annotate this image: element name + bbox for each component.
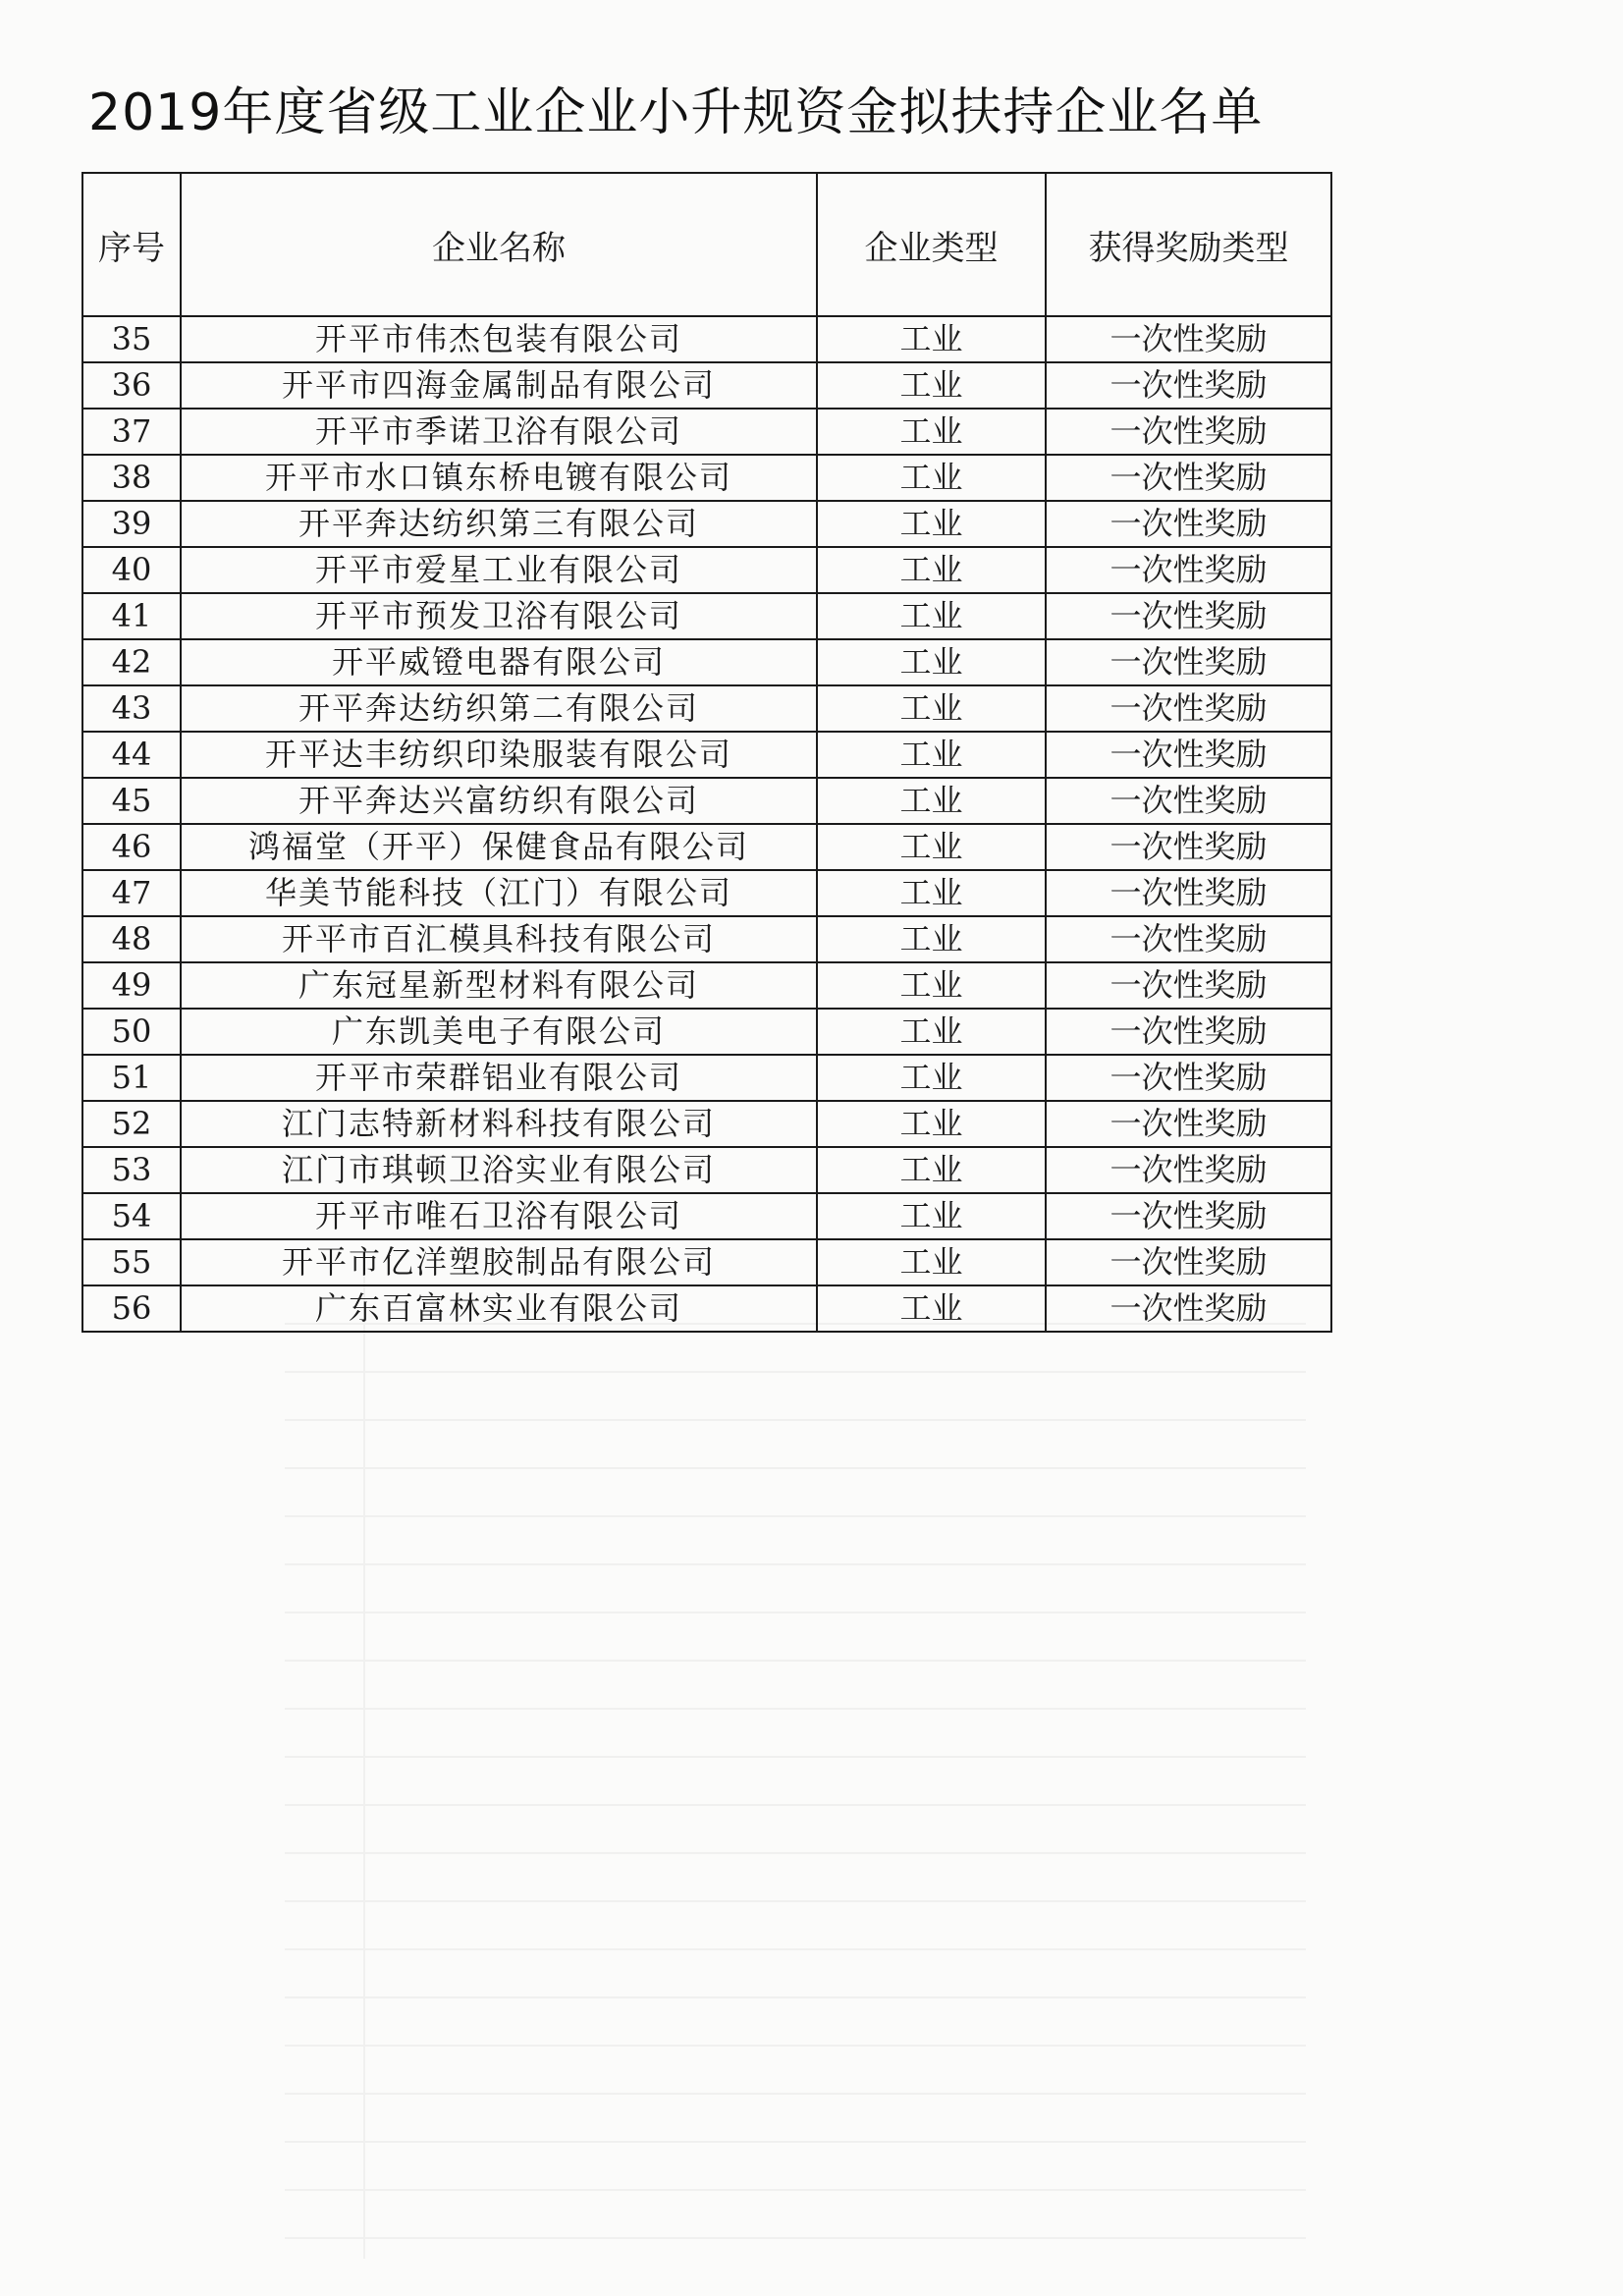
cell-name: 开平市亿洋塑胶制品有限公司: [181, 1239, 817, 1285]
cell-award: 一次性奖励: [1046, 962, 1331, 1009]
cell-award: 一次性奖励: [1046, 639, 1331, 685]
table-header-row: [82, 173, 1331, 316]
cell-name: 开平市唯石卫浴有限公司: [181, 1193, 817, 1239]
document-title: 2019年度省级工业企业小升规资金拟扶持企业名单: [88, 83, 1264, 142]
cell-award: 一次性奖励: [1046, 501, 1331, 547]
cell-award: 一次性奖励: [1046, 1193, 1331, 1239]
cell-award: 一次性奖励: [1046, 685, 1331, 732]
cell-award: 一次性奖励: [1046, 778, 1331, 824]
cell-name: 广东冠星新型材料有限公司: [181, 962, 817, 1009]
cell-name: 江门志特新材料科技有限公司: [181, 1101, 817, 1147]
cell-seq: 40: [82, 547, 181, 593]
cell-seq: 52: [82, 1101, 181, 1147]
cell-seq: 48: [82, 916, 181, 962]
cell-type: 工业: [817, 1239, 1046, 1285]
table-row: [82, 316, 1331, 362]
table-row: [82, 1239, 1331, 1285]
cell-award: 一次性奖励: [1046, 362, 1331, 409]
cell-name: 开平市荣群铝业有限公司: [181, 1055, 817, 1101]
cell-type: 工业: [817, 732, 1046, 778]
table-row: [82, 362, 1331, 409]
cell-name: 开平达丰纺织印染服装有限公司: [181, 732, 817, 778]
cell-name: 开平市四海金属制品有限公司: [181, 362, 817, 409]
cell-type: 工业: [817, 1009, 1046, 1055]
cell-type: 工业: [817, 639, 1046, 685]
cell-type: 工业: [817, 916, 1046, 962]
cell-seq: 36: [82, 362, 181, 409]
cell-seq: 53: [82, 1147, 181, 1193]
cell-type: 工业: [817, 593, 1046, 639]
cell-seq: 51: [82, 1055, 181, 1101]
table-row: [82, 639, 1331, 685]
cell-name: 开平市季诺卫浴有限公司: [181, 409, 817, 455]
cell-award: 一次性奖励: [1046, 1285, 1331, 1332]
cell-seq: 39: [82, 501, 181, 547]
cell-award: 一次性奖励: [1046, 455, 1331, 501]
cell-seq: 50: [82, 1009, 181, 1055]
table-row: [82, 732, 1331, 778]
cell-seq: 35: [82, 316, 181, 362]
table-row: [82, 501, 1331, 547]
cell-award: 一次性奖励: [1046, 316, 1331, 362]
cell-seq: 45: [82, 778, 181, 824]
cell-award: 一次性奖励: [1046, 870, 1331, 916]
cell-name: 开平市爱星工业有限公司: [181, 547, 817, 593]
cell-seq: 56: [82, 1285, 181, 1332]
cell-name: 鸿福堂（开平）保健食品有限公司: [181, 824, 817, 870]
cell-seq: 43: [82, 685, 181, 732]
cell-name: 开平奔达纺织第三有限公司: [181, 501, 817, 547]
cell-name: 开平市百汇模具科技有限公司: [181, 916, 817, 962]
cell-seq: 55: [82, 1239, 181, 1285]
cell-name: 开平市预发卫浴有限公司: [181, 593, 817, 639]
table-row: [82, 1147, 1331, 1193]
cell-type: 工业: [817, 1285, 1046, 1332]
table-row: [82, 1285, 1331, 1332]
table-row: [82, 593, 1331, 639]
cell-type: 工业: [817, 685, 1046, 732]
table-row: [82, 916, 1331, 962]
cell-seq: 42: [82, 639, 181, 685]
cell-seq: 41: [82, 593, 181, 639]
cell-seq: 44: [82, 732, 181, 778]
cell-award: 一次性奖励: [1046, 916, 1331, 962]
cell-award: 一次性奖励: [1046, 732, 1331, 778]
table-row: [82, 455, 1331, 501]
cell-type: 工业: [817, 409, 1046, 455]
cell-name: 广东百富林实业有限公司: [181, 1285, 817, 1332]
enterprise-table: [81, 172, 1332, 1333]
cell-name: 开平奔达兴富纺织有限公司: [181, 778, 817, 824]
cell-type: 工业: [817, 778, 1046, 824]
cell-type: 工业: [817, 870, 1046, 916]
cell-type: 工业: [817, 547, 1046, 593]
cell-type: 工业: [817, 824, 1046, 870]
header-type: 企业类型: [817, 173, 1046, 316]
cell-type: 工业: [817, 1101, 1046, 1147]
table-row: [82, 685, 1331, 732]
cell-seq: 46: [82, 824, 181, 870]
cell-name: 开平奔达纺织第二有限公司: [181, 685, 817, 732]
cell-seq: 49: [82, 962, 181, 1009]
cell-type: 工业: [817, 316, 1046, 362]
cell-name: 广东凯美电子有限公司: [181, 1009, 817, 1055]
cell-seq: 38: [82, 455, 181, 501]
cell-type: 工业: [817, 501, 1046, 547]
table-row: [82, 870, 1331, 916]
table-row: [82, 1193, 1331, 1239]
cell-award: 一次性奖励: [1046, 1055, 1331, 1101]
cell-name: 开平市伟杰包装有限公司: [181, 316, 817, 362]
cell-type: 工业: [817, 1147, 1046, 1193]
cell-type: 工业: [817, 455, 1046, 501]
header-seq: 序号: [82, 173, 181, 316]
table-row: [82, 1101, 1331, 1147]
cell-award: 一次性奖励: [1046, 1101, 1331, 1147]
cell-name: 江门市琪顿卫浴实业有限公司: [181, 1147, 817, 1193]
table-row: [82, 409, 1331, 455]
header-award: 获得奖励类型: [1046, 173, 1331, 316]
cell-award: 一次性奖励: [1046, 1147, 1331, 1193]
cell-type: 工业: [817, 1055, 1046, 1101]
cell-award: 一次性奖励: [1046, 824, 1331, 870]
table-row: [82, 962, 1331, 1009]
cell-seq: 54: [82, 1193, 181, 1239]
table-row: [82, 778, 1331, 824]
header-name: 企业名称: [181, 173, 817, 316]
cell-name: 开平威镫电器有限公司: [181, 639, 817, 685]
table-row: [82, 824, 1331, 870]
table-row: [82, 1055, 1331, 1101]
cell-award: 一次性奖励: [1046, 409, 1331, 455]
cell-type: 工业: [817, 362, 1046, 409]
cell-type: 工业: [817, 1193, 1046, 1239]
cell-type: 工业: [817, 962, 1046, 1009]
table-row: [82, 547, 1331, 593]
cell-award: 一次性奖励: [1046, 593, 1331, 639]
cell-name: 开平市水口镇东桥电镀有限公司: [181, 455, 817, 501]
cell-name: 华美节能科技（江门）有限公司: [181, 870, 817, 916]
cell-award: 一次性奖励: [1046, 1009, 1331, 1055]
cell-award: 一次性奖励: [1046, 1239, 1331, 1285]
cell-seq: 47: [82, 870, 181, 916]
cell-award: 一次性奖励: [1046, 547, 1331, 593]
table-row: [82, 1009, 1331, 1055]
bleed-through-grid: [285, 1277, 1306, 2259]
cell-seq: 37: [82, 409, 181, 455]
